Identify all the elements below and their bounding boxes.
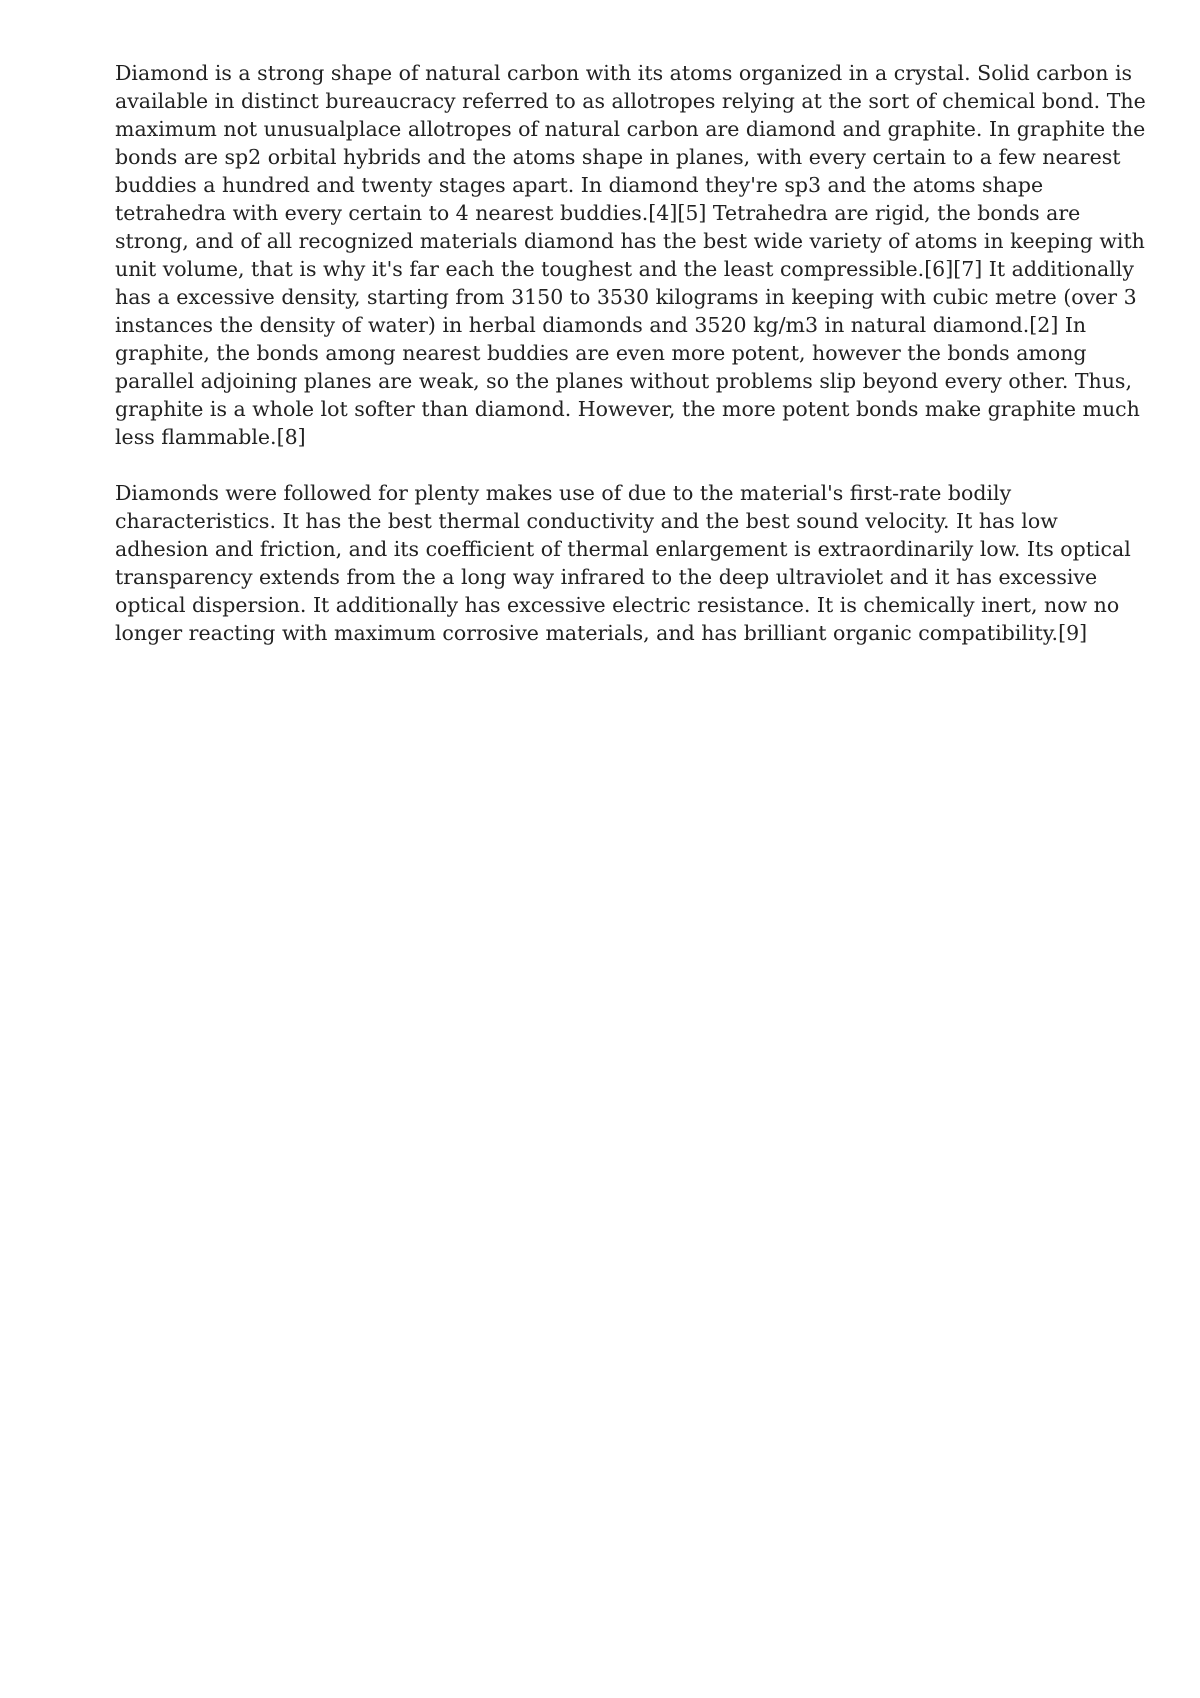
- paragraph-diamond-properties: Diamonds were followed for plenty makes use of due to the material's first-rate bodily characteristics. It has the best thermal conductivity and the best sound velocity. It has low adhesion and friction, and its coefficient of thermal enlargement is extraordinarily low. Its optical transparency extends from the a long way infrared to the deep ultraviolet and it has excessive optical dispersion. It additionally has excessive electric resistance. It is chemically inert, now no longer reacting with maximum corrosive materials, and has brilliant organic compatibility.[9]: [115, 481, 1131, 645]
- document-body: [115, 59, 1155, 675]
- paragraph-diamond-structure: Diamond is a strong shape of natural carbon with its atoms organized in a crystal. Solid carbon is available in distinct bureaucracy referred to as allotropes relying at the sort of chemical bond. The maximum not unusualplace allotropes of natural carbon are diamond and graphite. In graphite the bonds are sp2 orbital hybrids and the atoms shape in planes, with every certain to a few nearest buddies a hundred and twenty stages apart. In diamond they're sp3 and the atoms shape tetrahedra with every certain to 4 nearest buddies.[4][5] Tetrahedra are rigid, the bonds are strong, and of all recognized materials diamond has the best wide variety of atoms in keeping with unit volume, that is why it's far each the toughest and the least compressible.[6][7] It additionally has a excessive density, starting from 3150 to 3530 kilograms in keeping with cubic metre (over 3 instances the density of water) in herbal diamonds and 3520 kg/m3 in natural diamond.[2] In graphite, the bonds among nearest buddies are even more potent, however the bonds among parallel adjoining planes are weak, so the planes without problems slip beyond every other. Thus, graphite is a whole lot softer than diamond. However, the more potent bonds make graphite much less flammable.[8]: [115, 61, 1146, 449]
